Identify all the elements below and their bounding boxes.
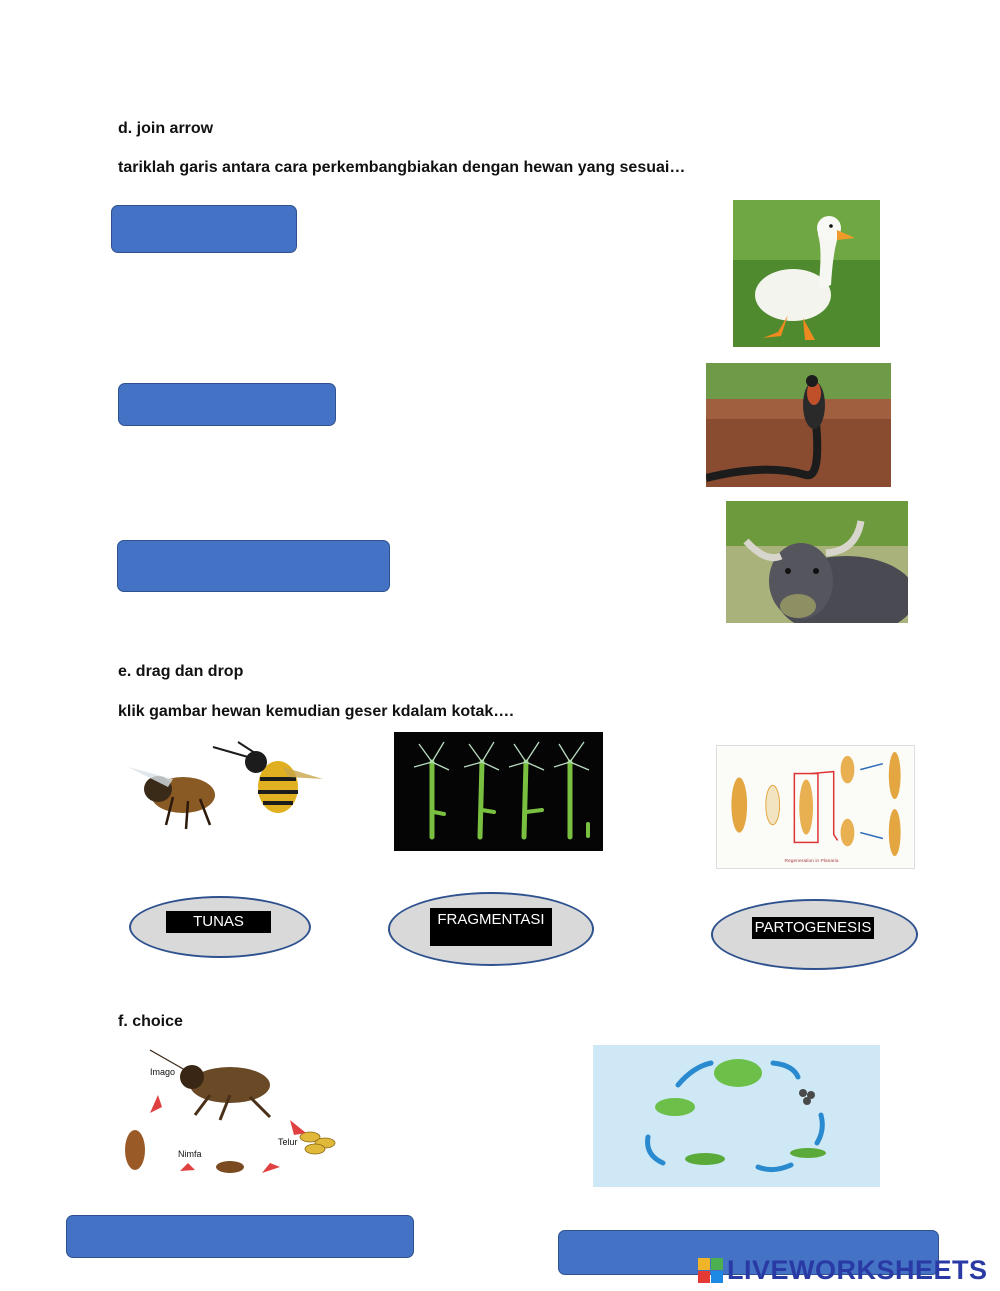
label-fragmentasi: FRAGMENTASI [430, 908, 552, 946]
duck-image[interactable] [733, 200, 880, 347]
liveworksheets-logo-icon [698, 1258, 724, 1284]
cobra-image[interactable] [706, 363, 891, 487]
label-telur: Telur [278, 1137, 298, 1147]
hydra-budding-image[interactable] [394, 732, 603, 851]
frog-lifecycle-image[interactable] [593, 1045, 880, 1187]
section-e-heading: e. drag dan drop [118, 663, 244, 680]
planaria-caption: Regeneration in Planaria [784, 859, 839, 865]
answer-box-4[interactable] [66, 1215, 414, 1258]
label-nimfa: Nimfa [178, 1149, 202, 1159]
label-tunas: TUNAS [166, 911, 271, 933]
label-partogenesis: PARTOGENESIS [752, 917, 874, 939]
planaria-regeneration-image[interactable] [716, 745, 915, 869]
label-imago: Imago [150, 1067, 176, 1077]
cricket-lifecycle-image[interactable] [110, 1045, 352, 1190]
answer-box-3[interactable] [117, 540, 390, 592]
section-e-instruction: klik gambar hewan kemudian geser kdalam kotak…. [118, 703, 514, 720]
bee-wasp-image[interactable] [118, 737, 328, 837]
answer-box-1[interactable] [111, 205, 297, 253]
section-d-instruction: tariklah garis antara cara perkembangbiakan dengan hewan yang sesuai… [118, 159, 686, 176]
water-buffalo-image[interactable] [726, 501, 908, 623]
liveworksheets-brand: LIVEWORKSHEETS [727, 1255, 988, 1285]
section-d-heading: d. join arrow [118, 120, 214, 137]
answer-box-2[interactable] [118, 383, 336, 426]
section-f-heading: f. choice [118, 1013, 183, 1030]
